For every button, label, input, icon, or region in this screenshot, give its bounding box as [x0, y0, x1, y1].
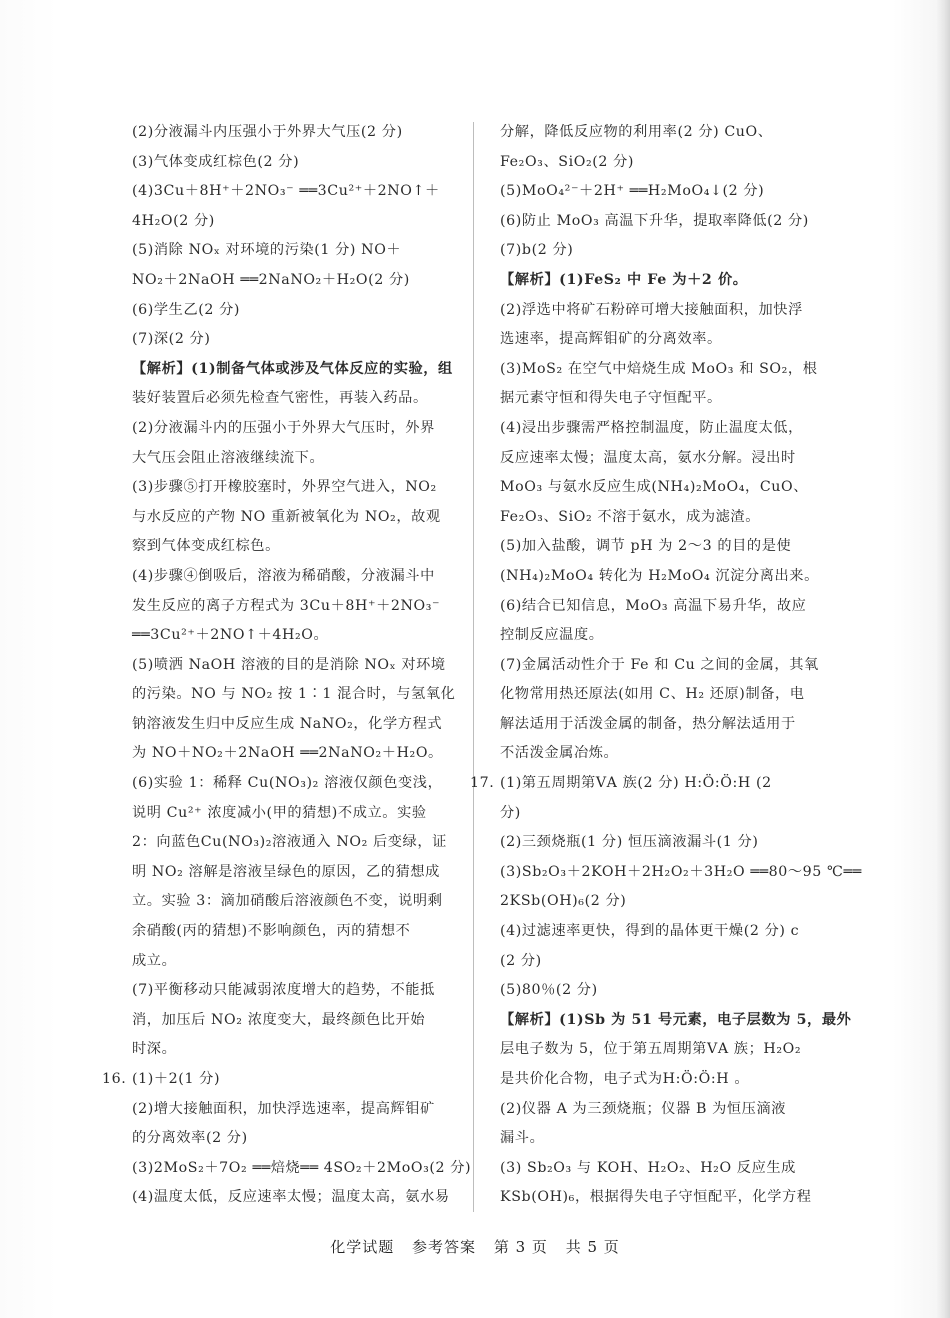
- left-column: [102, 118, 472, 1213]
- text-line: 不活泼金属冶炼。: [500, 745, 619, 762]
- text-line: 漏斗。: [500, 1130, 545, 1147]
- text-line: 4H₂O(2 分): [132, 212, 215, 229]
- text-line: (3)MoS₂ 在空气中焙烧生成 MoO₃ 和 SO₂，根: [500, 360, 818, 377]
- text-line: 为 NO＋NO₂＋2NaOH ══2NaNO₂＋H₂O。: [132, 745, 443, 762]
- text-line: 大气压会阻止溶液继续流下。: [132, 449, 325, 466]
- text-line: 时深。: [132, 1041, 177, 1058]
- text-line: 立。实验 3：滴加硝酸后溶液颜色不变，说明剩: [132, 893, 443, 910]
- text-line: NO₂＋2NaOH ══2NaNO₂＋H₂O(2 分): [132, 271, 410, 288]
- text-line: (2)分液漏斗内的压强小于外界大气压时，外界: [132, 419, 435, 436]
- text-line: (2)仪器 A 为三颈烧瓶；仪器 B 为恒压滴液: [500, 1100, 787, 1117]
- question-number-16: 16.: [102, 1071, 127, 1087]
- text-line: (2)三颈烧瓶(1 分) 恒压滴液漏斗(1 分): [500, 834, 759, 851]
- text-line: 是共价化合物，电子式为H:Ö:Ö:H 。: [500, 1071, 750, 1087]
- text-line: 解法适用于活泼金属的制备，热分解法适用于: [500, 715, 796, 732]
- text-line: 分): [500, 804, 521, 821]
- text-line: 说明 Cu²⁺ 浓度减小(甲的猜想)不成立。实验: [132, 804, 427, 821]
- text-line: ══3Cu²⁺＋2NO↑＋4H₂O。: [132, 627, 329, 644]
- text-line: (2 分): [500, 952, 542, 969]
- text-line: Fe₂O₃、SiO₂(2 分): [500, 153, 635, 170]
- question-number-17: 17.: [470, 775, 495, 792]
- text-line: 与水反应的产物 NO 重新被氧化为 NO₂，故观: [132, 508, 441, 525]
- text-line: (3)2MoS₂＋7O₂ ══焙烧══ 4SO₂＋2MoO₃(2 分): [132, 1159, 472, 1176]
- text-line: 层电子数为 5，位于第五周期第ⅤA 族；H₂O₂: [500, 1041, 802, 1058]
- text-line: 2：向蓝色Cu(NO₃)₂溶液通入 NO₂ 后变绿，证: [132, 834, 447, 851]
- analysis-line: 【解析】(1)Sb 为 51 号元素，电子层数为 5，最外: [500, 1011, 852, 1028]
- text-line: (6)实验 1：稀释 Cu(NO₃)₂ 溶液仅颜色变浅，: [132, 775, 443, 792]
- text-line: (4)浸出步骤需严格控制温度，防止温度太低，: [500, 419, 803, 436]
- text-line: (7)深(2 分): [132, 331, 211, 348]
- text-line-content: (1)第五周期第ⅤA 族(2 分) H:Ö:Ö:H (2: [500, 775, 772, 792]
- text-line: [102, 1065, 462, 1095]
- text-line: 据元素守恒和得失电子守恒配平。: [500, 390, 722, 407]
- text-line: (6)学生乙(2 分): [132, 301, 241, 318]
- text-line: (6)防止 MoO₃ 高温下升华，提取率降低(2 分): [500, 212, 809, 229]
- footer-label: 参考答案: [412, 1238, 477, 1256]
- page-footer: [0, 1236, 950, 1257]
- text-line: 分解，降低反应物的利用率(2 分) CuO、: [500, 124, 773, 140]
- right-column: [470, 118, 862, 1213]
- text-line: 消，加压后 NO₂ 浓度变大，最终颜色比开始: [132, 1011, 426, 1028]
- text-line: 的污染。NO 与 NO₂ 按 1∶1 混合时，与氢氧化: [132, 686, 456, 703]
- text-line: 选速率，提高辉钼矿的分离效率。: [500, 331, 722, 348]
- text-line: Fe₂O₃、SiO₂ 不溶于氨水，成为滤渣。: [500, 508, 761, 525]
- text-line: 余硝酸(丙的猜想)不影响颜色，丙的猜想不: [132, 923, 411, 940]
- text-line: 的分离效率(2 分): [132, 1130, 248, 1147]
- analysis-line: 【解析】(1)FeS₂ 中 Fe 为＋2 价。: [500, 271, 748, 288]
- text-line: 化物常用热还原法(如用 C、H₂ 还原)制备，电: [500, 686, 805, 703]
- text-line: (4)3Cu＋8H⁺＋2NO₃⁻ ══3Cu²⁺＋2NO↑＋: [132, 183, 440, 200]
- text-line: 明 NO₂ 溶解是溶液呈绿色的原因，乙的猜想成: [132, 863, 440, 880]
- text-line: 控制反应温度。: [500, 627, 604, 644]
- text-line: (NH₄)₂MoO₄ 转化为 H₂MoO₄ 沉淀分离出来。: [500, 567, 819, 584]
- text-line: (7)b(2 分): [500, 242, 574, 259]
- text-line: (5)80％(2 分): [500, 982, 598, 999]
- text-line: 发生反应的离子方程式为 3Cu＋8H⁺＋2NO₃⁻: [132, 597, 441, 614]
- text-line: KSb(OH)₆，根据得失电子守恒配平，化学方程: [500, 1189, 812, 1206]
- footer-page-total: 共 5 页: [565, 1238, 620, 1256]
- column-divider: [473, 122, 474, 1212]
- text-line: (3)步骤⑤打开橡胶塞时，外界空气进入，NO₂: [132, 479, 437, 496]
- text-line: (4)过滤速率更快，得到的晶体更干燥(2 分) c: [500, 923, 800, 940]
- text-line: (6)结合已知信息，MoO₃ 高温下易升华，故应: [500, 597, 807, 614]
- text-line: (5)加入盐酸，调节 pH 为 2～3 的目的是使: [500, 538, 792, 555]
- text-line: (4)步骤④倒吸后，溶液为稀硝酸，分液漏斗中: [132, 567, 435, 584]
- footer-subject: 化学试题: [330, 1238, 395, 1256]
- text-line-content: (1)＋2(1 分): [132, 1071, 221, 1087]
- page-edge-shadow: [936, 0, 950, 1318]
- text-line: 反应速率太慢；温度太高，氨水分解。浸出时: [500, 449, 796, 466]
- text-line: (2)分液漏斗内压强小于外界大气压(2 分): [132, 124, 403, 140]
- text-line: 察到气体变成红棕色。: [132, 538, 280, 555]
- text-line: [470, 769, 830, 799]
- text-line: (5)MoO₄²⁻＋2H⁺ ══H₂MoO₄↓(2 分): [500, 183, 765, 200]
- text-line: (5)消除 NOₓ 对环境的污染(1 分) NO＋: [132, 242, 402, 259]
- footer-page-number: 第 3 页: [493, 1238, 548, 1256]
- analysis-line: 【解析】(1)制备气体或涉及气体反应的实验，组: [132, 360, 453, 377]
- text-line: 装好装置后必须先检查气密性，再装入药品。: [132, 390, 428, 407]
- text-line: (2)浮选中将矿石粉碎可增大接触面积，加快浮: [500, 301, 803, 318]
- text-line: 2KSb(OH)₆(2 分): [500, 893, 627, 910]
- text-line: (4)温度太低，反应速率太慢；温度太高，氨水易: [132, 1189, 450, 1206]
- text-line: MoO₃ 与氨水反应生成(NH₄)₂MoO₄，CuO、: [500, 479, 809, 496]
- text-line: 钠溶液发生归中反应生成 NaNO₂，化学方程式: [132, 715, 443, 732]
- text-line: (3)Sb₂O₃＋2KOH＋2H₂O₂＋3H₂O ══80～95 ℃══: [500, 863, 862, 880]
- text-line: (3)气体变成红棕色(2 分): [132, 153, 300, 170]
- text-line: (7)平衡移动只能减弱浓度增大的趋势，不能抵: [132, 982, 435, 999]
- text-line: (3) Sb₂O₃ 与 KOH、H₂O₂、H₂O 反应生成: [500, 1159, 796, 1176]
- text-line: (5)喷洒 NaOH 溶液的目的是消除 NOₓ 对环境: [132, 656, 446, 673]
- text-line: 成立。: [132, 952, 177, 969]
- text-line: (7)金属活动性介于 Fe 和 Cu 之间的金属，其氧: [500, 656, 819, 673]
- text-line: (2)增大接触面积，加快浮选速率，提高辉钼矿: [132, 1100, 435, 1117]
